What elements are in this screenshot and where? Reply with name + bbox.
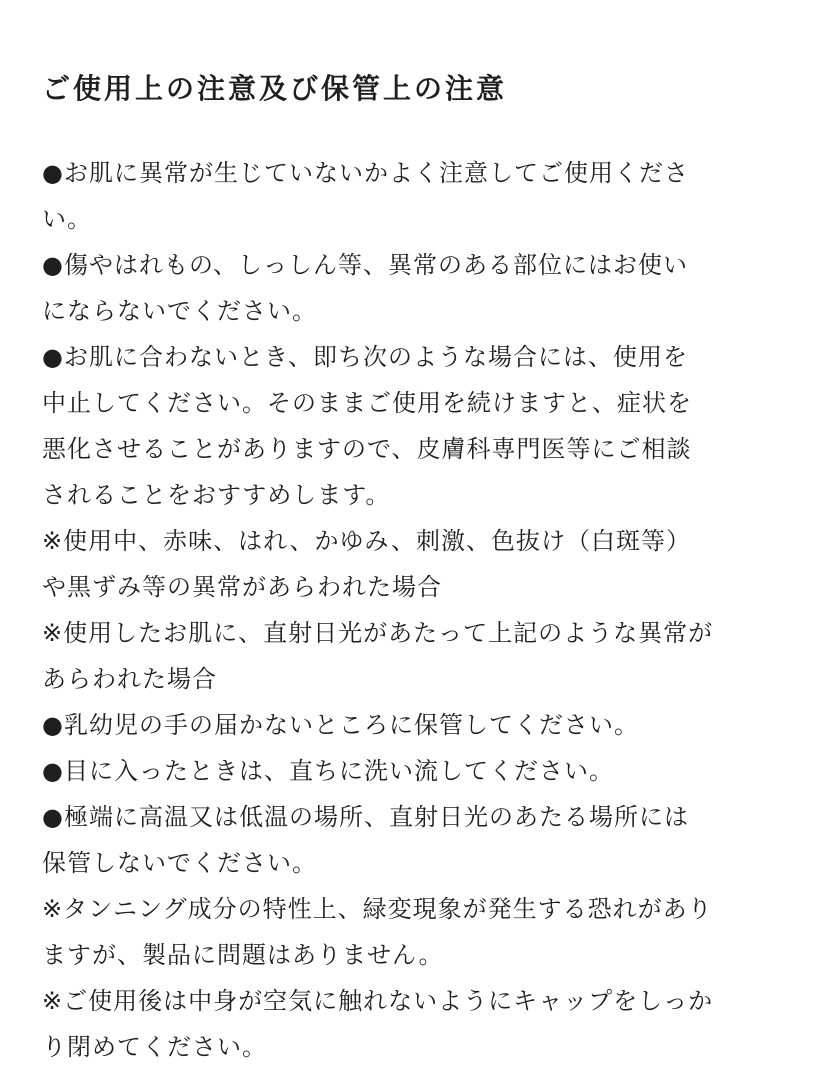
text-line: ●お肌に異常が生じていないかよく注意してご使用くださ [42, 159, 689, 187]
text-line: い。 [42, 205, 92, 233]
text-line: ※ご使用後は中身が空気に触れないようにキャップをしっか [42, 987, 714, 1015]
text-line: ※使用中、赤味、はれ、かゆみ、刺激、色抜け（白斑等） [42, 527, 691, 555]
text-line: ますが、製品に問題はありません。 [42, 941, 444, 969]
text-line: ●乳幼児の手の届かないところに保管してください。 [42, 711, 639, 739]
text-line: ●極端に高温又は低温の場所、直射日光のあたる場所には [42, 803, 689, 831]
text-line: ※タンニング成分の特性上、緑変現象が発生する恐れがあり [42, 895, 713, 923]
text-line: あらわれた場合 [42, 665, 217, 693]
text-line: や黒ずみ等の異常があらわれた場合 [42, 573, 442, 601]
page-title: ご使用上の注意及び保管上の注意 [42, 72, 508, 105]
text-line: にならないでください。 [42, 297, 317, 325]
text-line: ●傷やはれもの、しっしん等、異常のある部位にはお使い [42, 251, 688, 279]
text-line: ●目に入ったときは、直ちに洗い流してください。 [42, 757, 614, 785]
text-line: 悪化させることがありますので、皮膚科専門医等にご相談 [42, 435, 692, 463]
text-line: ※使用したお肌に、直射日光があたって上記のような異常が [42, 619, 714, 647]
text-line: 保管しないでください。 [42, 849, 317, 877]
text-line: されることをおすすめします。 [42, 481, 391, 509]
caution-text-block [42, 150, 802, 1070]
text-line: 中止してください。そのままご使用を続けますと、症状を [42, 389, 692, 417]
text-line: ●お肌に合わないとき、即ち次のような場合には、使用を [42, 343, 688, 371]
text-line: り閉めてください。 [42, 1033, 267, 1061]
